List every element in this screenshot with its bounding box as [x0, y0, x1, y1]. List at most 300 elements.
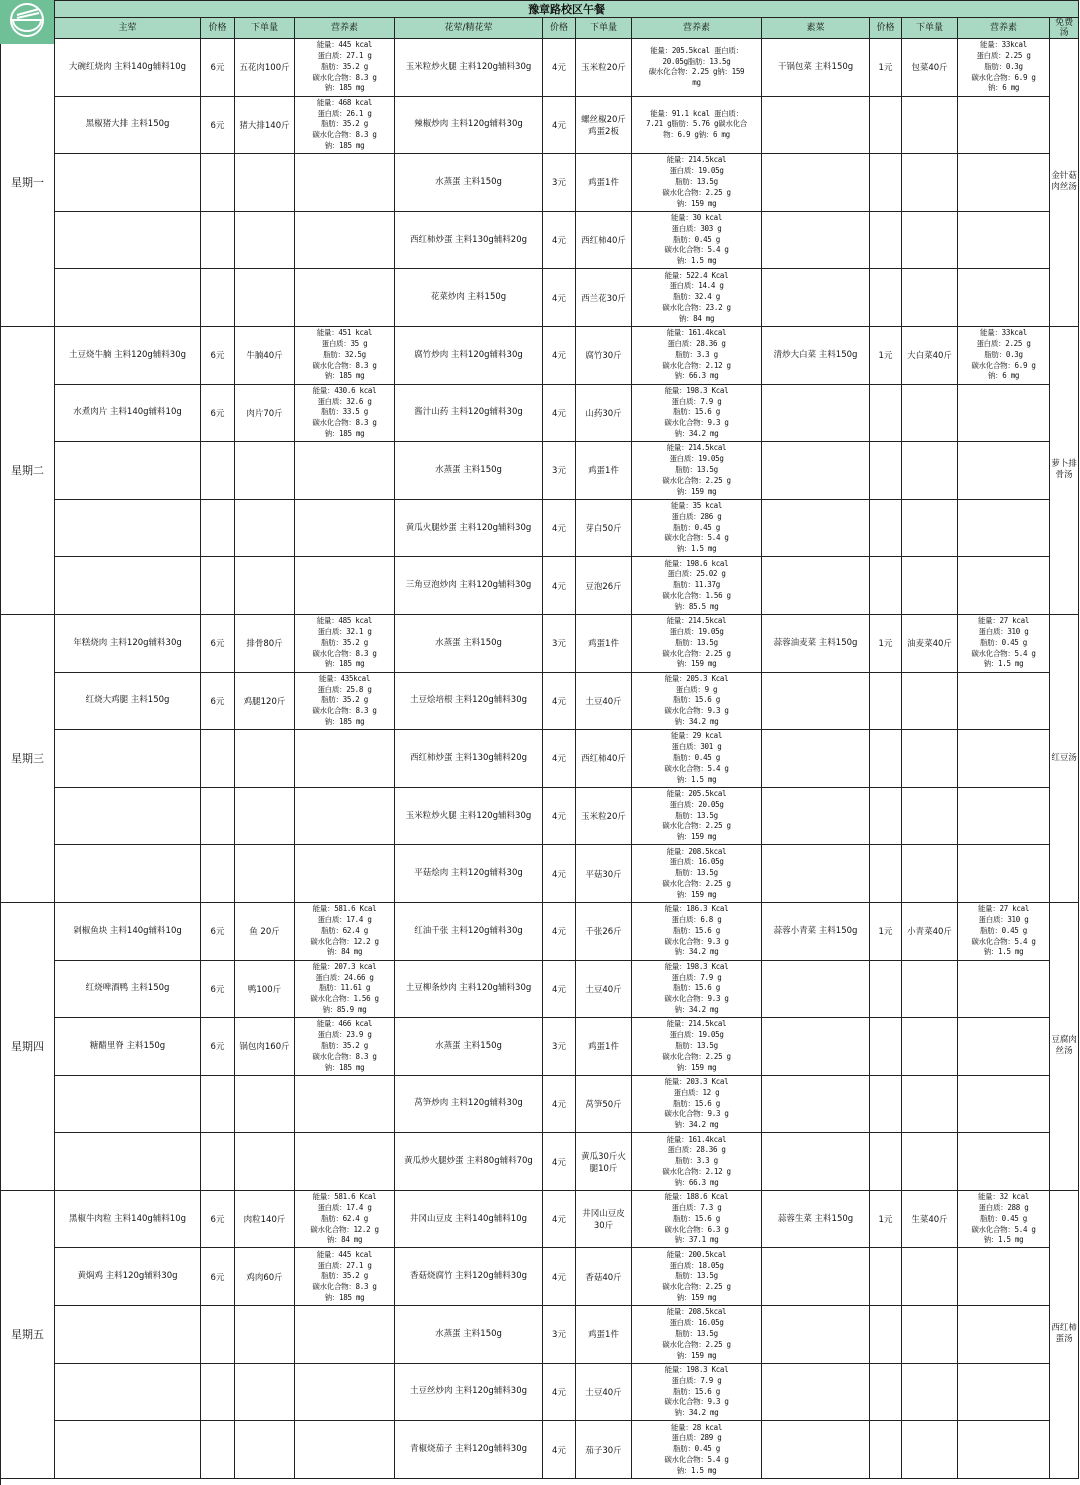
main-dish — [55, 499, 201, 557]
veg-price: 1元 — [870, 39, 902, 97]
veg-price — [870, 730, 902, 788]
half-price: 4元 — [543, 1075, 576, 1133]
veg-price — [870, 211, 902, 269]
main-nutrition: 能量：430.6 kcal 蛋白质：32.6 g 脂肪：33.5 g 碳水化合物：8.3 g 钠：185 mg — [295, 384, 395, 442]
half-dish: 玉米粒炒火腿 主料120g辅料30g — [395, 787, 543, 845]
main-nutrition — [295, 442, 395, 500]
veg-nutrition — [958, 960, 1050, 1018]
main-nutrition: 能量：581.6 Kcal 蛋白质：17.4 g 脂肪：62.4 g 碳水化合物：12.2 g 钠：84 mg — [295, 1190, 395, 1248]
veg-dish — [762, 1018, 870, 1076]
main-nutrition — [295, 1075, 395, 1133]
half-price: 4元 — [543, 384, 576, 442]
main-order — [235, 1421, 295, 1479]
veg-dish — [762, 384, 870, 442]
veg-price — [870, 1133, 902, 1191]
half-price: 4元 — [543, 269, 576, 327]
veg-dish — [762, 1248, 870, 1306]
header-soup: 免费汤 — [1050, 18, 1079, 39]
veg-order — [902, 845, 958, 903]
half-dish: 水蒸蛋 主料150g — [395, 1018, 543, 1076]
veg-order — [902, 442, 958, 500]
main-dish: 年糕烧肉 主料120g辅料30g — [55, 614, 201, 672]
veg-dish — [762, 730, 870, 788]
main-order — [235, 499, 295, 557]
table-row — [1, 1248, 1079, 1306]
half-dish: 黄瓜火腿炒蛋 主料120g辅料30g — [395, 499, 543, 557]
veg-dish — [762, 672, 870, 730]
half-price: 4元 — [543, 902, 576, 960]
half-order: 千张26斤 — [576, 902, 632, 960]
table-row — [1, 557, 1079, 615]
main-dish — [55, 557, 201, 615]
half-nutrition: 能量：28 kcal 蛋白质：289 g 脂肪：0.45 g 碳水化合物：5.4 g 钠：1.5 mg — [632, 1421, 762, 1479]
veg-price: 1元 — [870, 902, 902, 960]
main-order: 锅包肉160斤 — [235, 1018, 295, 1076]
day-label: 星期五 — [1, 1190, 55, 1478]
main-nutrition: 能量：445 kcal 蛋白质：27.1 g 脂肪：35.2 g 碳水化合物：8.3 g 钠：185 mg — [295, 1248, 395, 1306]
veg-nutrition — [958, 557, 1050, 615]
half-order: 鸡蛋1件 — [576, 1306, 632, 1364]
veg-order — [902, 1133, 958, 1191]
table-row — [1, 614, 1079, 672]
veg-nutrition — [958, 442, 1050, 500]
main-dish — [55, 1133, 201, 1191]
main-price: 6元 — [201, 326, 235, 384]
veg-order — [902, 1306, 958, 1364]
half-order: 豆泡26斤 — [576, 557, 632, 615]
main-dish: 土豆烧牛腩 主料120g辅料30g — [55, 326, 201, 384]
main-dish — [55, 1421, 201, 1479]
main-nutrition: 能量：451 kcal 蛋白质：35 g 脂肪：32.5g 碳水化合物：8.3 g 钠：185 mg — [295, 326, 395, 384]
half-dish: 三角豆泡炒肉 主料120g辅料30g — [395, 557, 543, 615]
half-order: 香菇40斤 — [576, 1248, 632, 1306]
header-veg: 素菜 — [762, 18, 870, 39]
half-price: 4元 — [543, 730, 576, 788]
veg-price — [870, 1306, 902, 1364]
half-nutrition: 能量：200.5kcal 蛋白质：18.05g 脂肪：13.5g 碳水化合物：2.25 g 钠：159 mg — [632, 1248, 762, 1306]
half-dish: 西红柿炒蛋 主料130g辅料20g — [395, 211, 543, 269]
veg-nutrition — [958, 1018, 1050, 1076]
half-nutrition: 能量：198.3 Kcal 蛋白质：7.9 g 脂肪：15.6 g 碳水化合物：9.3 g 钠：34.2 mg — [632, 960, 762, 1018]
veg-price — [870, 154, 902, 212]
veg-order — [902, 211, 958, 269]
veg-nutrition — [958, 672, 1050, 730]
main-nutrition — [295, 154, 395, 212]
half-nutrition: 能量：198.6 kcal 蛋白质：25.02 g 脂肪：11.37g 碳水化合物：1.56 g 钠：85.5 mg — [632, 557, 762, 615]
main-dish: 红烧大鸡腿 主料150g — [55, 672, 201, 730]
main-price — [201, 211, 235, 269]
main-dish — [55, 1306, 201, 1364]
half-dish: 酱汁山药 主料120g辅料30g — [395, 384, 543, 442]
main-order: 牛腩40斤 — [235, 326, 295, 384]
veg-nutrition — [958, 730, 1050, 788]
main-nutrition: 能量：468 kcal 蛋白质：26.1 g 脂肪：35.2 g 碳水化合物：8.3 g 钠：185 mg — [295, 96, 395, 154]
main-nutrition: 能量：435kcal 蛋白质：25.8 g 脂肪：35.2 g 碳水化合物：8.3 g 钠：185 mg — [295, 672, 395, 730]
main-price — [201, 499, 235, 557]
day-label: 星期二 — [1, 326, 55, 614]
veg-order — [902, 1421, 958, 1479]
half-nutrition: 能量：198.3 Kcal 蛋白质：7.9 g 脂肪：15.6 g 碳水化合物：9.3 g 钠：34.2 mg — [632, 1363, 762, 1421]
half-order: 山药30斤 — [576, 384, 632, 442]
veg-order: 油麦菜40斤 — [902, 614, 958, 672]
main-price: 6元 — [201, 672, 235, 730]
veg-order — [902, 499, 958, 557]
header-order: 下单量 — [235, 18, 295, 39]
veg-dish — [762, 1421, 870, 1479]
half-order: 西红柿40斤 — [576, 211, 632, 269]
main-order: 鱼 20斤 — [235, 902, 295, 960]
half-price: 4元 — [543, 845, 576, 903]
half-dish: 土豆柳条炒肉 主料120g辅料30g — [395, 960, 543, 1018]
half-dish: 黄瓜炒火腿炒蛋 主料80g辅料70g — [395, 1133, 543, 1191]
main-dish — [55, 154, 201, 212]
day-label: 星期四 — [1, 902, 55, 1190]
veg-nutrition — [958, 787, 1050, 845]
main-price — [201, 787, 235, 845]
main-order: 排骨80斤 — [235, 614, 295, 672]
main-nutrition — [295, 1306, 395, 1364]
veg-nutrition — [958, 499, 1050, 557]
half-dish: 西红柿炒蛋 主料130g辅料20g — [395, 730, 543, 788]
main-price: 6元 — [201, 1018, 235, 1076]
veg-order — [902, 1363, 958, 1421]
veg-nutrition: 能量：27 kcal 蛋白质：310 g 脂肪：0.45 g 碳水化合物：5.4 g 钠：1.5 mg — [958, 902, 1050, 960]
main-order — [235, 787, 295, 845]
table-row — [1, 1133, 1079, 1191]
half-nutrition: 能量：522.4 Kcal 蛋白质：14.4 g 脂肪：32.4 g 碳水化合物：23.2 g 钠：84 mg — [632, 269, 762, 327]
table-row — [1, 499, 1079, 557]
veg-nutrition — [958, 1363, 1050, 1421]
veg-order — [902, 269, 958, 327]
main-price: 6元 — [201, 39, 235, 97]
table-row — [1, 1018, 1079, 1076]
half-price: 4元 — [543, 326, 576, 384]
half-price: 4元 — [543, 960, 576, 1018]
veg-order: 生菜40斤 — [902, 1190, 958, 1248]
half-order: 腐竹30斤 — [576, 326, 632, 384]
veg-order — [902, 730, 958, 788]
half-nutrition: 能量：29 kcal 蛋白质：301 g 脂肪：0.45 g 碳水化合物：5.4 g 钠：1.5 mg — [632, 730, 762, 788]
table-row — [1, 845, 1079, 903]
half-order: 莴笋50斤 — [576, 1075, 632, 1133]
main-dish — [55, 1075, 201, 1133]
half-dish: 青椒烧茄子 主料120g辅料30g — [395, 1421, 543, 1479]
half-price: 4元 — [543, 1421, 576, 1479]
half-dish: 水蒸蛋 主料150g — [395, 1306, 543, 1364]
half-nutrition: 能量：161.4kcal 蛋白质：28.36 g 脂肪：3.3 g 碳水化合物：2.12 g 钠：66.3 mg — [632, 1133, 762, 1191]
veg-price — [870, 557, 902, 615]
free-soup: 红豆汤 — [1050, 614, 1079, 902]
veg-dish — [762, 960, 870, 1018]
table-row — [1, 154, 1079, 212]
half-order: 土豆40斤 — [576, 672, 632, 730]
table-row — [1, 1306, 1079, 1364]
half-dish: 水蒸蛋 主料150g — [395, 442, 543, 500]
main-dish: 黄焖鸡 主料120g辅料30g — [55, 1248, 201, 1306]
half-price: 3元 — [543, 154, 576, 212]
half-nutrition: 能量：214.5kcal 蛋白质：19.05g 脂肪：13.5g 碳水化合物：2.25 g 钠：159 mg — [632, 154, 762, 212]
main-order — [235, 154, 295, 212]
veg-nutrition — [958, 211, 1050, 269]
main-nutrition: 能量：466 kcal 蛋白质：23.9 g 脂肪：35.2 g 碳水化合物：8.3 g 钠：185 mg — [295, 1018, 395, 1076]
main-dish — [55, 269, 201, 327]
main-nutrition — [295, 269, 395, 327]
veg-dish — [762, 1306, 870, 1364]
day-label: 星期一 — [1, 39, 55, 327]
veg-dish: 蒜蓉生菜 主料150g — [762, 1190, 870, 1248]
main-order: 五花肉100斤 — [235, 39, 295, 97]
veg-nutrition — [958, 269, 1050, 327]
header-price: 价格 — [870, 18, 902, 39]
half-price: 4元 — [543, 96, 576, 154]
main-price — [201, 557, 235, 615]
logo — [0, 0, 54, 44]
main-nutrition — [295, 730, 395, 788]
veg-dish — [762, 845, 870, 903]
veg-order — [902, 154, 958, 212]
half-order: 鸡蛋1件 — [576, 154, 632, 212]
half-price: 3元 — [543, 442, 576, 500]
main-price: 6元 — [201, 1190, 235, 1248]
half-order: 鸡蛋1件 — [576, 442, 632, 500]
main-price — [201, 1421, 235, 1479]
main-price: 6元 — [201, 384, 235, 442]
veg-nutrition: 能量：33kcal 蛋白质：2.25 g 脂肪：0.3g 碳水化合物：6.9 g 钠：6 mg — [958, 39, 1050, 97]
main-price — [201, 1133, 235, 1191]
half-nutrition: 能量：205.3 Kcal 蛋白质：9 g 脂肪：15.6 g 碳水化合物：9.3 g 钠：34.2 mg — [632, 672, 762, 730]
main-order — [235, 730, 295, 788]
half-nutrition: 能量：161.4kcal 蛋白质：28.36 g 脂肪：3.3 g 碳水化合物：2.12 g 钠：66.3 mg — [632, 326, 762, 384]
half-order: 土豆40斤 — [576, 960, 632, 1018]
main-dish: 糖醋里脊 主料150g — [55, 1018, 201, 1076]
veg-order — [902, 1018, 958, 1076]
veg-price — [870, 787, 902, 845]
main-dish: 红烧啤酒鸭 主料150g — [55, 960, 201, 1018]
main-order — [235, 1133, 295, 1191]
menu-body — [1, 39, 1079, 1479]
half-dish: 香菇烧腐竹 主料120g辅料30g — [395, 1248, 543, 1306]
veg-price — [870, 1248, 902, 1306]
table-row — [1, 787, 1079, 845]
half-price: 4元 — [543, 1133, 576, 1191]
half-price: 4元 — [543, 1248, 576, 1306]
veg-order — [902, 557, 958, 615]
main-dish — [55, 211, 201, 269]
half-order: 玉米粒20斤 — [576, 787, 632, 845]
half-nutrition: 能量：205.5kcal 蛋白质： 20.05g脂肪：13.5g 碳水化合物：2.25 g钠：159 mg — [632, 39, 762, 97]
half-nutrition: 能量：214.5kcal 蛋白质：19.05g 脂肪：13.5g 碳水化合物：2.25 g 钠：159 mg — [632, 614, 762, 672]
veg-price — [870, 384, 902, 442]
main-price — [201, 1363, 235, 1421]
half-order: 井冈山豆皮30斤 — [576, 1190, 632, 1248]
veg-price — [870, 1421, 902, 1479]
half-nutrition: 能量：214.5kcal 蛋白质：19.05g 脂肪：13.5g 碳水化合物：2.25 g 钠：159 mg — [632, 1018, 762, 1076]
main-nutrition — [295, 1363, 395, 1421]
table-row — [1, 1363, 1079, 1421]
veg-order — [902, 672, 958, 730]
veg-price — [870, 1363, 902, 1421]
main-dish: 大碗红烧肉 主料140g辅料10g — [55, 39, 201, 97]
veg-dish — [762, 557, 870, 615]
veg-price — [870, 845, 902, 903]
table-row — [1, 442, 1079, 500]
main-order — [235, 1363, 295, 1421]
main-dish: 黑椒牛肉粒 主料140g辅料10g — [55, 1190, 201, 1248]
half-dish: 土豆丝炒肉 主料120g辅料30g — [395, 1363, 543, 1421]
veg-dish: 蒜蓉小青菜 主料150g — [762, 902, 870, 960]
half-price: 4元 — [543, 557, 576, 615]
main-nutrition: 能量：445 kcal 蛋白质：27.1 g 脂肪：35.2 g 碳水化合物：8.3 g 钠：185 mg — [295, 39, 395, 97]
veg-dish: 清炒大白菜 主料150g — [762, 326, 870, 384]
main-order — [235, 1075, 295, 1133]
free-soup: 西红柿蛋汤 — [1050, 1190, 1079, 1478]
table-row — [1, 326, 1079, 384]
veg-price — [870, 960, 902, 1018]
veg-dish — [762, 154, 870, 212]
half-nutrition: 能量：208.5kcal 蛋白质：16.05g 脂肪：13.5g 碳水化合物：2.25 g 钠：159 mg — [632, 1306, 762, 1364]
main-dish: 水煮肉片 主料140g辅料10g — [55, 384, 201, 442]
half-dish: 玉米粒炒火腿 主料120g辅料30g — [395, 39, 543, 97]
veg-order: 大白菜40斤 — [902, 326, 958, 384]
half-nutrition: 能量：35 kcal 蛋白质：286 g 脂肪：0.45 g 碳水化合物：5.4 g 钠：1.5 mg — [632, 499, 762, 557]
main-nutrition: 能量：581.6 Kcal 蛋白质：17.4 g 脂肪：62.4 g 碳水化合物：12.2 g 钠：84 mg — [295, 902, 395, 960]
veg-order — [902, 960, 958, 1018]
half-nutrition: 能量：203.3 Kcal 蛋白质：12 g 脂肪：15.6 g 碳水化合物：9.3 g 钠：34.2 mg — [632, 1075, 762, 1133]
half-price: 4元 — [543, 1363, 576, 1421]
free-soup: 金针菇肉丝汤 — [1050, 39, 1079, 327]
main-price — [201, 845, 235, 903]
half-order: 平菇30斤 — [576, 845, 632, 903]
half-order: 西兰花30斤 — [576, 269, 632, 327]
main-price: 6元 — [201, 1248, 235, 1306]
table-row — [1, 1190, 1079, 1248]
main-nutrition — [295, 1421, 395, 1479]
half-dish: 红油千张 主料120g辅料30g — [395, 902, 543, 960]
main-nutrition — [295, 845, 395, 903]
veg-dish — [762, 442, 870, 500]
veg-dish — [762, 211, 870, 269]
half-price: 4元 — [543, 1190, 576, 1248]
table-row — [1, 269, 1079, 327]
half-order: 西红柿40斤 — [576, 730, 632, 788]
half-nutrition: 能量：208.5kcal 蛋白质：16.05g 脂肪：13.5g 碳水化合物：2.25 g 钠：159 mg — [632, 845, 762, 903]
table-row — [1, 1421, 1079, 1479]
table-row — [1, 384, 1079, 442]
half-price: 3元 — [543, 1018, 576, 1076]
veg-order: 包菜40斤 — [902, 39, 958, 97]
half-dish: 花菜炒肉 主料150g — [395, 269, 543, 327]
veg-nutrition: 能量：32 kcal 蛋白质：288 g 脂肪：0.45 g 碳水化合物：5.4 g 钠：1.5 mg — [958, 1190, 1050, 1248]
half-price: 4元 — [543, 499, 576, 557]
veg-nutrition — [958, 154, 1050, 212]
half-price: 3元 — [543, 614, 576, 672]
half-dish: 平菇烩肉 主料120g辅料30g — [395, 845, 543, 903]
half-order: 玉米粒20斤 — [576, 39, 632, 97]
header-half: 花荤/精花荤 — [395, 18, 543, 39]
half-price: 3元 — [543, 1306, 576, 1364]
main-dish — [55, 787, 201, 845]
free-soup: 豆腐肉丝汤 — [1050, 902, 1079, 1190]
veg-nutrition — [958, 1248, 1050, 1306]
main-price — [201, 1075, 235, 1133]
half-order: 鸡蛋1件 — [576, 1018, 632, 1076]
main-order — [235, 845, 295, 903]
main-order — [235, 557, 295, 615]
veg-price — [870, 269, 902, 327]
header-nutrition: 营养素 — [295, 18, 395, 39]
table-row — [1, 730, 1079, 788]
veg-dish — [762, 96, 870, 154]
main-order — [235, 442, 295, 500]
veg-price — [870, 1075, 902, 1133]
header-price: 价格 — [201, 18, 235, 39]
veg-order — [902, 1248, 958, 1306]
veg-nutrition — [958, 845, 1050, 903]
main-order — [235, 211, 295, 269]
veg-nutrition — [958, 96, 1050, 154]
day-label: 星期三 — [1, 614, 55, 902]
half-nutrition: 能量：30 kcal 蛋白质：303 g 脂肪：0.45 g 碳水化合物：5.4 g 钠：1.5 mg — [632, 211, 762, 269]
veg-nutrition — [958, 1075, 1050, 1133]
half-dish: 水蒸蛋 主料150g — [395, 614, 543, 672]
header-order: 下单量 — [576, 18, 632, 39]
half-dish: 莴笋炒肉 主料120g辅料30g — [395, 1075, 543, 1133]
table-row — [1, 96, 1079, 154]
half-order: 鸡蛋1件 — [576, 614, 632, 672]
half-nutrition: 能量：214.5kcal 蛋白质：19.05g 脂肪：13.5g 碳水化合物：2.25 g 钠：159 mg — [632, 442, 762, 500]
veg-nutrition — [958, 1306, 1050, 1364]
main-price — [201, 442, 235, 500]
header-order: 下单量 — [902, 18, 958, 39]
veg-nutrition — [958, 1421, 1050, 1479]
header-main: 主荤 — [55, 18, 201, 39]
half-order: 土豆40斤 — [576, 1363, 632, 1421]
veg-order — [902, 1075, 958, 1133]
veg-price — [870, 499, 902, 557]
veg-dish — [762, 269, 870, 327]
table-row — [1, 211, 1079, 269]
main-price — [201, 154, 235, 212]
half-nutrition: 能量：188.6 Kcal 蛋白质：7.3 g 脂肪：15.6 g 碳水化合物：6.3 g 钠：37.1 mg — [632, 1190, 762, 1248]
main-order: 鸡肉60斤 — [235, 1248, 295, 1306]
page-title: 豫章路校区午餐 — [55, 1, 1079, 18]
main-price — [201, 269, 235, 327]
veg-dish — [762, 787, 870, 845]
veg-nutrition — [958, 384, 1050, 442]
main-order: 肉粒140斤 — [235, 1190, 295, 1248]
main-nutrition: 能量：207.3 kcal 蛋白质：24.66 g 脂肪：11.61 g 碳水化合物：1.56 g 钠：85.9 mg — [295, 960, 395, 1018]
veg-dish — [762, 1075, 870, 1133]
veg-price: 1元 — [870, 326, 902, 384]
half-dish: 辣椒炒肉 主料120g辅料30g — [395, 96, 543, 154]
main-order — [235, 269, 295, 327]
table-row — [1, 902, 1079, 960]
half-order: 黄瓜30斤火腿10斤 — [576, 1133, 632, 1191]
half-order: 芽白50斤 — [576, 499, 632, 557]
half-order: 螺丝椒20斤 鸡蛋2板 — [576, 96, 632, 154]
veg-dish: 干锅包菜 主料150g — [762, 39, 870, 97]
veg-order: 小青菜40斤 — [902, 902, 958, 960]
main-order: 鸭100斤 — [235, 960, 295, 1018]
noodle-bowl-icon — [5, 1, 49, 43]
main-dish: 黑椒猪大排 主料150g — [55, 96, 201, 154]
header-nutrition: 营养素 — [958, 18, 1050, 39]
main-dish — [55, 1363, 201, 1421]
free-soup: 萝卜排骨汤 — [1050, 326, 1079, 614]
half-price: 4元 — [543, 211, 576, 269]
half-price: 4元 — [543, 787, 576, 845]
veg-dish — [762, 499, 870, 557]
